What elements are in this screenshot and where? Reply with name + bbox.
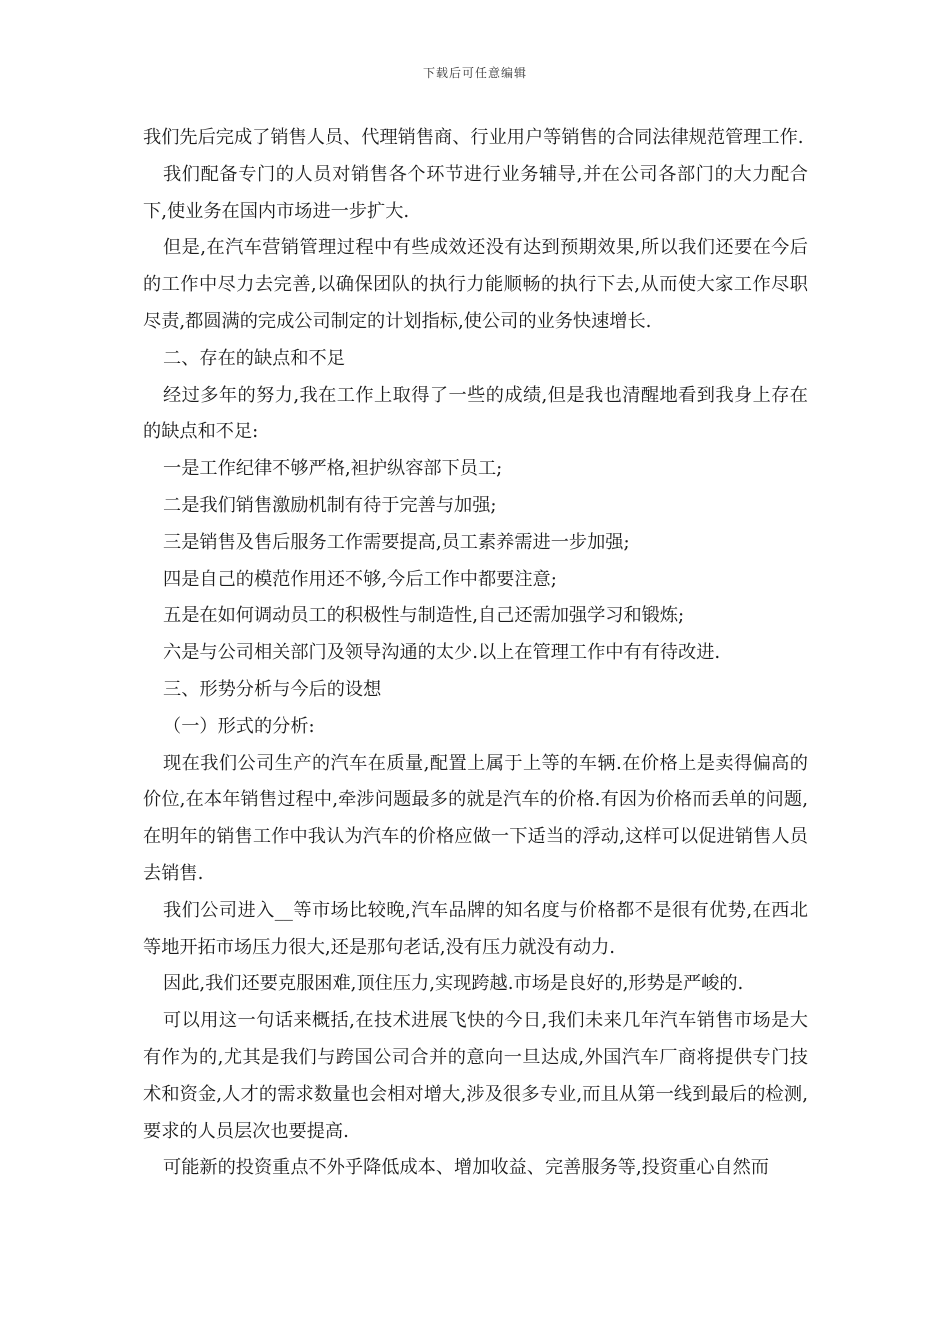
paragraph-overcome-difficulties: 因此,我们还要克服困难,顶住压力,实现跨越.市场是良好的,形势是严峻的. xyxy=(163,973,744,995)
paragraph-effect-improvement: 但是,在汽车营销管理过程中有些成效还没有达到预期效果,所以我们还要在今后的工作中尽力去完善,以确保团队的执行力能顺畅的执行下去,从而使大家工作尽职尽责,都圆满的完成公司制定的计划指标,使公司的业务快速增长. xyxy=(143,237,808,332)
list-item-shortcoming-1: 一是工作纪律不够严格,袒护纵容部下员工; xyxy=(163,458,503,480)
list-item-shortcoming-6: 六是与公司相关部门及领导沟通的太少.以上在管理工作中有有待改进. xyxy=(163,642,721,664)
paragraph-market-entry: 我们公司进入__等市场比较晚,汽车品牌的知名度与价格都不是很有优势,在西北等地开拓市场压力很大,还是那句老话,没有压力就没有动力. xyxy=(143,899,808,958)
document-body xyxy=(143,120,808,1187)
paragraph-shortcomings-intro: 经过多年的努力,我在工作上取得了一些的成绩,但是我也清醒地看到我身上存在的缺点和不足: xyxy=(143,384,808,443)
subsection-heading-form-analysis: （一）形式的分析: xyxy=(163,715,315,737)
section-heading-analysis: 三、形势分析与今后的设想 xyxy=(163,678,382,700)
paragraph-investment-focus: 可能新的投资重点不外乎降低成本、增加收益、完善服务等,投资重心自然而 xyxy=(163,1157,769,1179)
paragraph-future-outlook: 可以用这一句话来概括,在技术进展飞快的今日,我们未来几年汽车销售市场是大有作为的,尤其是我们与跨国公司合并的意向一旦达成,外国汽车厂商将提供专门技术和资金,人才的需求数量也会相对增大,涉及很多专业,而且从第一线到最后的检测,要求的人员层次也要提高. xyxy=(143,1010,808,1142)
list-item-shortcoming-4: 四是自己的模范作用还不够,今后工作中都要注意; xyxy=(163,568,557,590)
paragraph-price-analysis: 现在我们公司生产的汽车在质量,配置上属于上等的车辆.在价格上是卖得偏高的价位,在本年销售过程中,牵涉问题最多的就是汽车的价格.有因为价格而丢单的问题,在明年的销售工作中我认为汽车的价格应做一下适当的浮动,这样可以促进销售人员去销售. xyxy=(143,752,808,884)
paragraph-business-guidance: 我们配备专门的人员对销售各个环节进行业务辅导,并在公司各部门的大力配合下,使业务在国内市场进一步扩大. xyxy=(143,163,808,222)
list-item-shortcoming-3: 三是销售及售后服务工作需要提高,员工素养需进一步加强; xyxy=(163,531,630,553)
page-header-note: 下载后可任意编辑 xyxy=(422,66,527,80)
section-heading-shortcomings: 二、存在的缺点和不足 xyxy=(163,347,345,369)
list-item-shortcoming-2: 二是我们销售激励机制有待于完善与加强; xyxy=(163,494,497,516)
paragraph-contract-management: 我们先后完成了销售人员、代理销售商、行业用户等销售的合同法律规范管理工作. xyxy=(143,127,804,148)
list-item-shortcoming-5: 五是在如何调动员工的积极性与制造性,自己还需加强学习和锻炼; xyxy=(163,605,685,627)
